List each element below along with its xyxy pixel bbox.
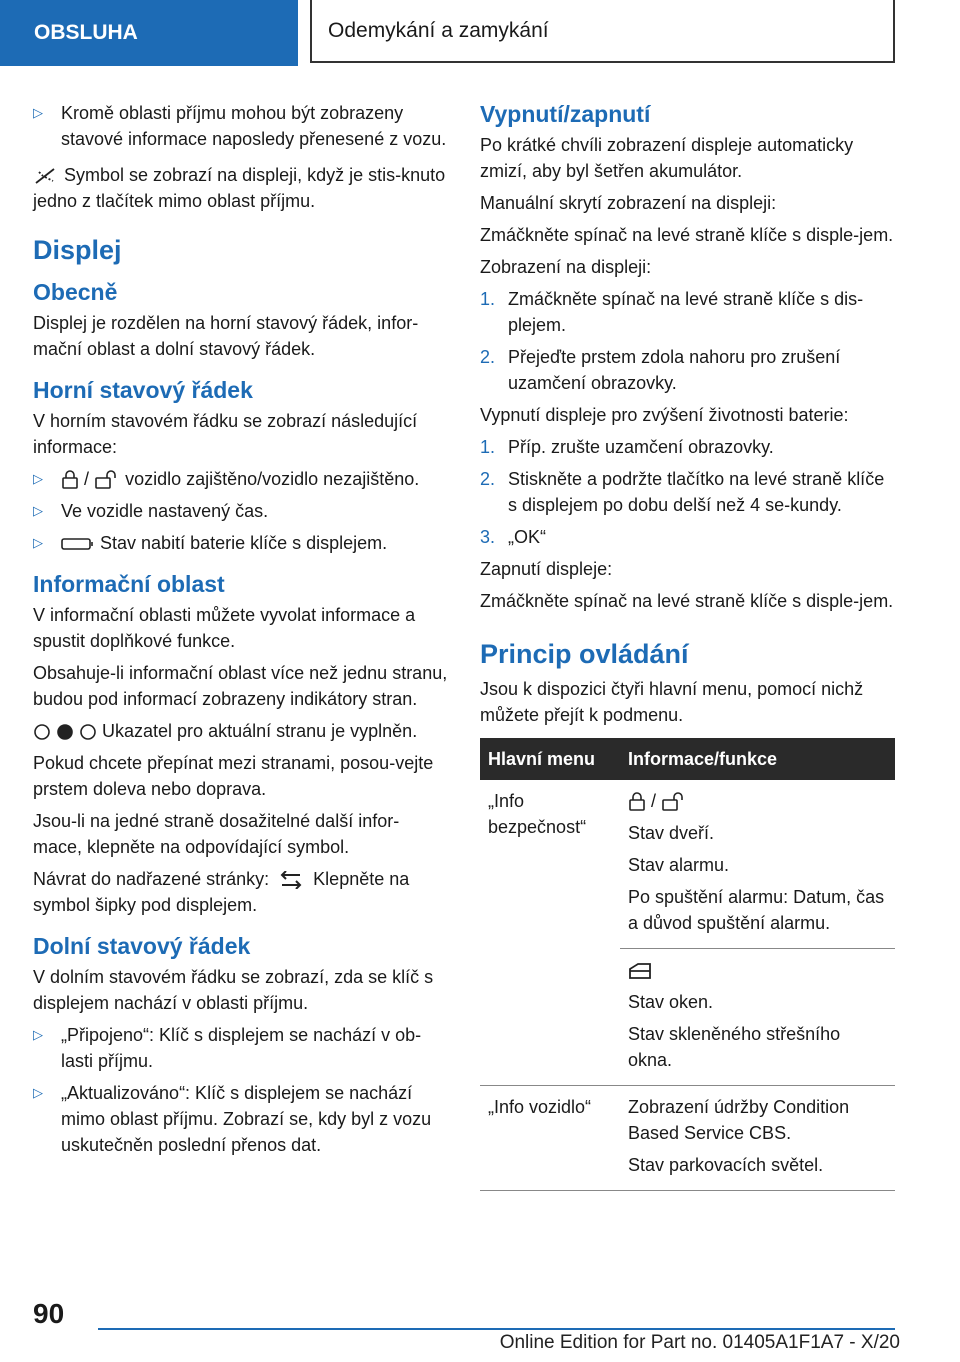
triangle-bullet-icon: ▷ <box>33 471 43 486</box>
heading-displej: Displej <box>33 235 122 265</box>
left-column <box>33 100 448 1164</box>
list-item: ▷ / vozidlo zajištěno/vozidlo nezajištěno. <box>33 466 448 492</box>
list-item: 2. Přejeďte prstem zdola nahoru pro zrušení uzamčení obrazovky. <box>480 347 841 393</box>
paragraph: Zmáčkněte spínač na levé straně klíče s disple-jem. <box>480 591 894 611</box>
paragraph: V dolním stavovém řádku se zobrazí, zda se klíč s displejem nachází v oblasti příjmu. <box>33 967 434 1013</box>
list-item: 2. Stiskněte a podržte tlačítko na levé straně klíče s displejem po dobu delší než 4 se-kundy. <box>480 469 885 515</box>
footer-divider <box>98 1328 895 1330</box>
table-cell-menu: „Info bezpečnost“ <box>480 780 620 1086</box>
table-header-info: Informace/funkce <box>620 738 895 780</box>
paragraph: Obsahuje-li informační oblast více než jednu stranu, budou pod informací zobrazeny indikátory stran. <box>33 663 448 709</box>
list-item: ▷ Stav nabití baterie klíče s displejem. <box>33 530 448 556</box>
section-title: OBSLUHA <box>34 21 138 44</box>
table-cell-info: Zobrazení údržby Condition Based Service CBS. Stav parkovacích světel. <box>620 1086 895 1191</box>
paragraph: V horním stavovém řádku se zobrazí následující informace: <box>33 411 418 457</box>
lock-open-icon <box>661 792 687 812</box>
chapter-header <box>310 0 895 63</box>
list-item: ▷ „Připojeno“: Klíč s displejem se nachází v ob-lasti příjmu. <box>33 1022 448 1074</box>
paragraph: Vypnutí displeje pro zvýšení životnosti baterie: <box>480 405 849 425</box>
back-note: Návrat do nadřazené stránky: Klepněte na symbol šipky pod displejem. <box>33 869 410 915</box>
list-item: ▷ Kromě oblasti příjmu mohou být zobrazeny stavové informace naposledy přenesené z vozu. <box>33 100 448 152</box>
page-number: 90 <box>33 1298 65 1329</box>
triangle-bullet-icon: ▷ <box>33 1085 43 1100</box>
heading-dolni-radek: Dolní stavový řádek <box>33 933 251 959</box>
paragraph: Displej je rozdělen na horní stavový řádek, infor-mační oblast a dolní stavový řádek. <box>33 313 419 359</box>
table-header-menu: Hlavní menu <box>480 738 620 780</box>
lock-separator: / <box>84 469 90 489</box>
triangle-bullet-icon: ▷ <box>33 503 43 518</box>
paragraph: Manuální skrytí zobrazení na displeji: <box>480 193 777 213</box>
heading-vypnuti-zapnuti: Vypnutí/zapnutí <box>480 101 651 127</box>
heading-princip-ovladani: Princip ovládání <box>480 639 689 669</box>
symbol-note: Symbol se zobrazí na displeji, když je stis-knuto jedno z tlačítek mimo oblast příjmu. <box>33 165 446 211</box>
section-tab <box>0 0 298 66</box>
triangle-bullet-icon: ▷ <box>33 1027 43 1042</box>
list-item: ▷ Ve vozidle nastavený čas. <box>33 498 448 524</box>
chapter-title: Odemykání a zamykání <box>328 18 549 42</box>
paragraph: Zmáčkněte spínač na levé straně klíče s disple-jem. <box>480 225 894 245</box>
triangle-bullet-icon: ▷ <box>33 535 43 550</box>
paragraph: Po krátké chvíli zobrazení displeje automaticky zmizí, aby byl šetřen akumulátor. <box>480 135 854 181</box>
paragraph: Pokud chcete přepínat mezi stranami, posou-vejte prstem doleva nebo doprava. <box>33 753 434 799</box>
table-cell-info: Stav oken. Stav skleněného střešního okna. <box>620 949 895 1086</box>
triangle-bullet-icon: ▷ <box>33 105 43 120</box>
paragraph: Jsou-li na jedné straně dosažitelné další infor-mace, klepněte na odpovídající symbol. <box>33 811 400 857</box>
heading-horni-radek: Horní stavový řádek <box>33 377 253 403</box>
paragraph: V informační oblasti můžete vyvolat informace a spustit doplňkové funkce. <box>33 605 416 651</box>
page-indicator-icon <box>33 723 97 741</box>
list-item: ▷ „Aktualizováno“: Klíč s displejem se nachází mimo oblast příjmu. Zobrazí se, kdy byl z vozu uskutečněn poslední přenos dat. <box>33 1080 448 1158</box>
indicator-note: Ukazatel pro aktuální stranu je vyplněn. <box>33 718 448 744</box>
list-item: 1. Příp. zrušte uzamčení obrazovky. <box>480 437 774 457</box>
no-signal-icon <box>33 167 59 185</box>
back-arrow-icon <box>274 871 308 889</box>
lock-closed-icon <box>628 792 646 812</box>
paragraph: Jsou k dispozici čtyři hlavní menu, pomocí nichž můžete přejít k podmenu. <box>480 679 864 725</box>
footer-edition: Online Edition for Part no. 01405A1F1A7 - X/20 <box>499 1332 900 1353</box>
menu-table <box>480 738 895 1191</box>
right-column <box>480 100 895 1191</box>
table-row <box>480 780 895 949</box>
table-cell-menu: „Info vozidlo“ <box>480 1086 620 1191</box>
battery-icon <box>61 537 95 551</box>
heading-obecne: Obecně <box>33 279 118 305</box>
list-item: 3. „OK“ <box>480 527 546 547</box>
lock-separator: / <box>651 791 657 811</box>
car-window-icon <box>628 962 652 980</box>
table-cell-info: / Stav dveří. Stav alarmu. Po spuštění alarmu: Datum, čas a důvod spuštění alarmu. <box>620 780 895 949</box>
paragraph: Zapnutí displeje: <box>480 559 613 579</box>
paragraph: Zobrazení na displeji: <box>480 257 652 277</box>
lock-closed-icon <box>61 470 79 490</box>
table-row <box>480 1086 895 1191</box>
lock-open-icon <box>94 470 120 490</box>
heading-informacni-oblast: Informační oblast <box>33 571 225 597</box>
list-item: 1. Zmáčkněte spínač na levé straně klíče s dis-plejem. <box>480 289 864 335</box>
